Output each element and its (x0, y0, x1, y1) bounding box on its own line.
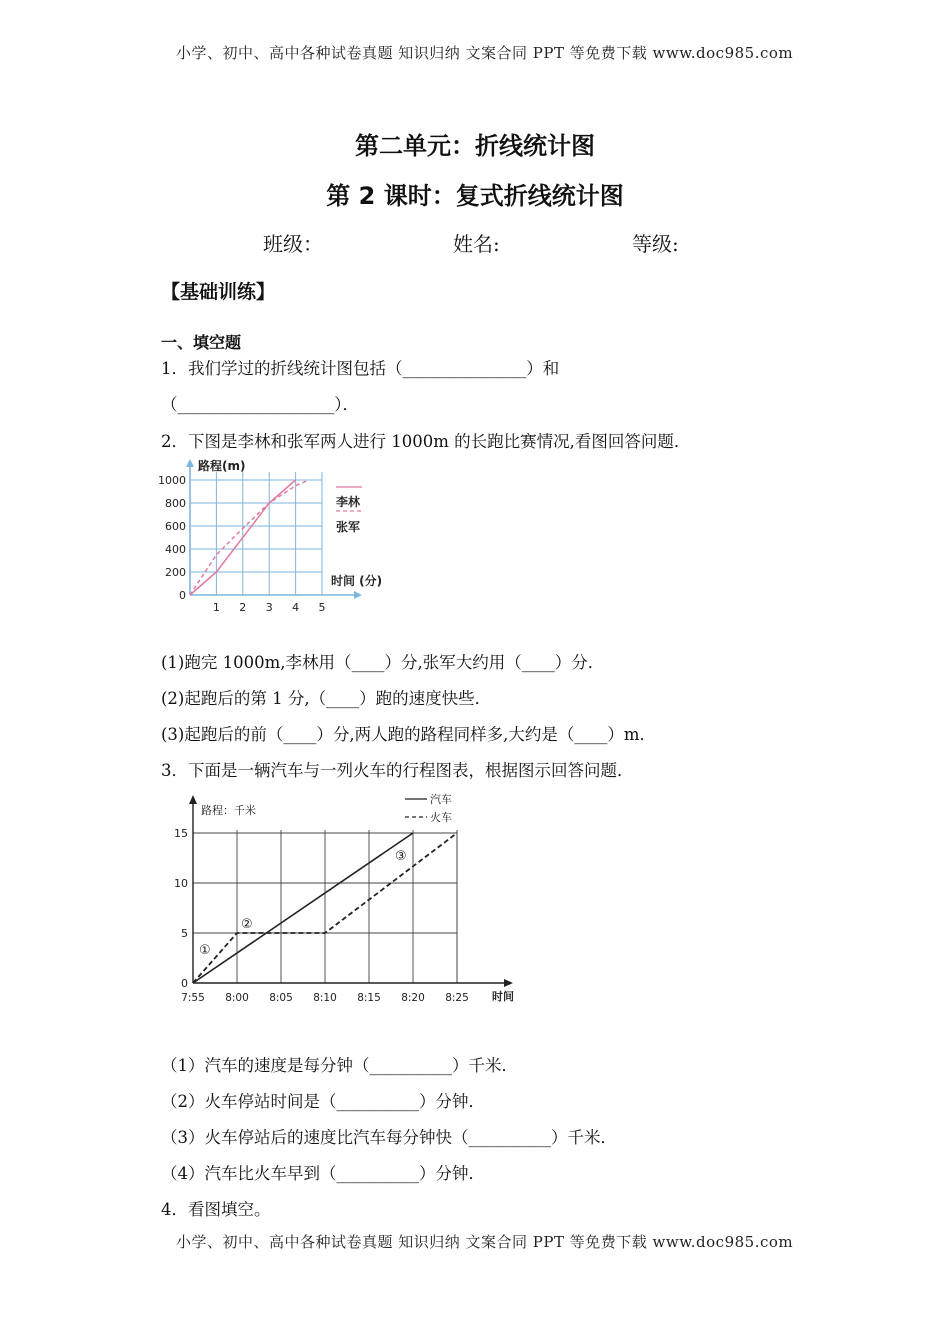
race-chart-xtick: 5 (318, 601, 326, 614)
race-chart (150, 455, 400, 615)
trip-chart-xtick: 8:25 (445, 992, 469, 1004)
lesson-title: 第 2 课时：复式折线统计图 (326, 182, 624, 210)
page-header: 小学、初中、高中各种试卷真题 知识归纳 文案合同 PPT 等免费下载 www.doc985.com (176, 44, 794, 62)
q1-line2: （___________________）． (161, 395, 359, 414)
name-label: 姓名: (453, 232, 500, 256)
trip-chart-series-0 (193, 833, 413, 983)
trip-chart-xtick: 8:00 (225, 992, 249, 1004)
trip-annotation-3: ③ (395, 849, 407, 864)
race-chart-ticks (158, 474, 326, 614)
race-chart-xtick: 4 (292, 601, 300, 614)
trip-chart-xtick: 8:10 (313, 992, 337, 1004)
race-chart-ytick: 600 (165, 520, 186, 533)
trip-chart-yaxis-arrow (189, 795, 197, 804)
grade-label: 等级: (632, 232, 679, 256)
race-chart-ytick: 400 (165, 543, 186, 556)
trip-chart-ticks (174, 827, 469, 1004)
race-chart-ytick: 800 (165, 497, 186, 510)
section-heading: 【基础训练】 (161, 281, 276, 303)
trip-chart-xlabel: 时间 (492, 990, 514, 1003)
race-chart-ytick: 1000 (158, 474, 186, 487)
trip-legend-car: 汽车 (430, 793, 452, 806)
class-label: 班级： (263, 232, 323, 256)
trip-legend-train: 火车 (430, 811, 452, 824)
trip-annotation-1: ① (199, 943, 211, 958)
q2-sub1: (1)跑完 1000m,李林用（____）分,张军大约用（____）分． (161, 653, 605, 672)
q2-sub3: (3)起跑后的前（____）分,两人跑的路程同样多,大约是（____）m． (161, 725, 657, 744)
trip-chart-ytick: 10 (174, 877, 188, 890)
trip-chart-grid (193, 830, 457, 983)
race-chart-legend-zhangjun: 张军 (336, 520, 361, 534)
trip-chart-xtick: 8:20 (401, 992, 425, 1004)
q4-stem: 4．看图填空。 (161, 1200, 271, 1219)
race-chart-ytick: 200 (165, 566, 186, 579)
trip-chart-ytick: 5 (181, 927, 188, 940)
race-chart-xaxis-arrow (354, 591, 362, 599)
part-heading: 一、填空题 (161, 333, 242, 352)
race-chart-ylabel: 路程(m) (198, 459, 246, 473)
trip-chart-ytick: 15 (174, 827, 188, 840)
q3-stem: 3．下面是一辆汽车与一列火车的行程图表，根据图示回答问题． (161, 761, 634, 780)
q2-sub2: (2)起跑后的第 1 分,（____）跑的速度快些． (161, 689, 492, 708)
trip-chart-xtick: 8:05 (269, 992, 293, 1004)
race-chart-grid (190, 472, 322, 595)
trip-chart-ytick: 0 (181, 977, 188, 990)
race-chart-xlabel: 时间 (分) (331, 574, 383, 588)
trip-chart-xtick: 7:55 (181, 992, 205, 1004)
race-chart-xtick: 1 (212, 601, 220, 614)
unit-title: 第二单元：折线统计图 (355, 132, 595, 160)
q2-stem: 2．下图是李林和张军两人进行 1000m 的长跑比赛情况,看图回答问题． (161, 432, 691, 451)
race-chart-ytick: 0 (179, 589, 186, 602)
q3-sub2: （2）火车停站时间是（__________）分钟． (161, 1092, 485, 1111)
q1-line1: 1．我们学过的折线统计图包括（_______________）和 (161, 359, 560, 378)
race-chart-legend-lilin: 李林 (336, 495, 361, 509)
q3-sub3: （3）火车停站后的速度比汽车每分钟快（__________）千米． (161, 1128, 617, 1147)
q3-sub4: （4）汽车比火车早到（__________）分钟． (161, 1164, 485, 1183)
race-chart-series-1 (190, 480, 309, 595)
page-footer: 小学、初中、高中各种试卷真题 知识归纳 文案合同 PPT 等免费下载 www.doc985.com (176, 1233, 794, 1251)
trip-chart-axes (189, 795, 513, 987)
trip-chart-ylabel: 路程：千米 (201, 804, 256, 817)
q3-sub1: （1）汽车的速度是每分钟（__________）千米． (161, 1056, 518, 1075)
race-chart-yaxis-arrow (186, 459, 194, 467)
trip-chart-xtick: 8:15 (357, 992, 381, 1004)
trip-annotation-2: ② (241, 917, 253, 932)
race-chart-xtick: 3 (265, 601, 273, 614)
race-chart-xtick: 2 (239, 601, 247, 614)
trip-chart-xaxis-arrow (504, 979, 513, 987)
trip-chart (165, 790, 525, 1010)
